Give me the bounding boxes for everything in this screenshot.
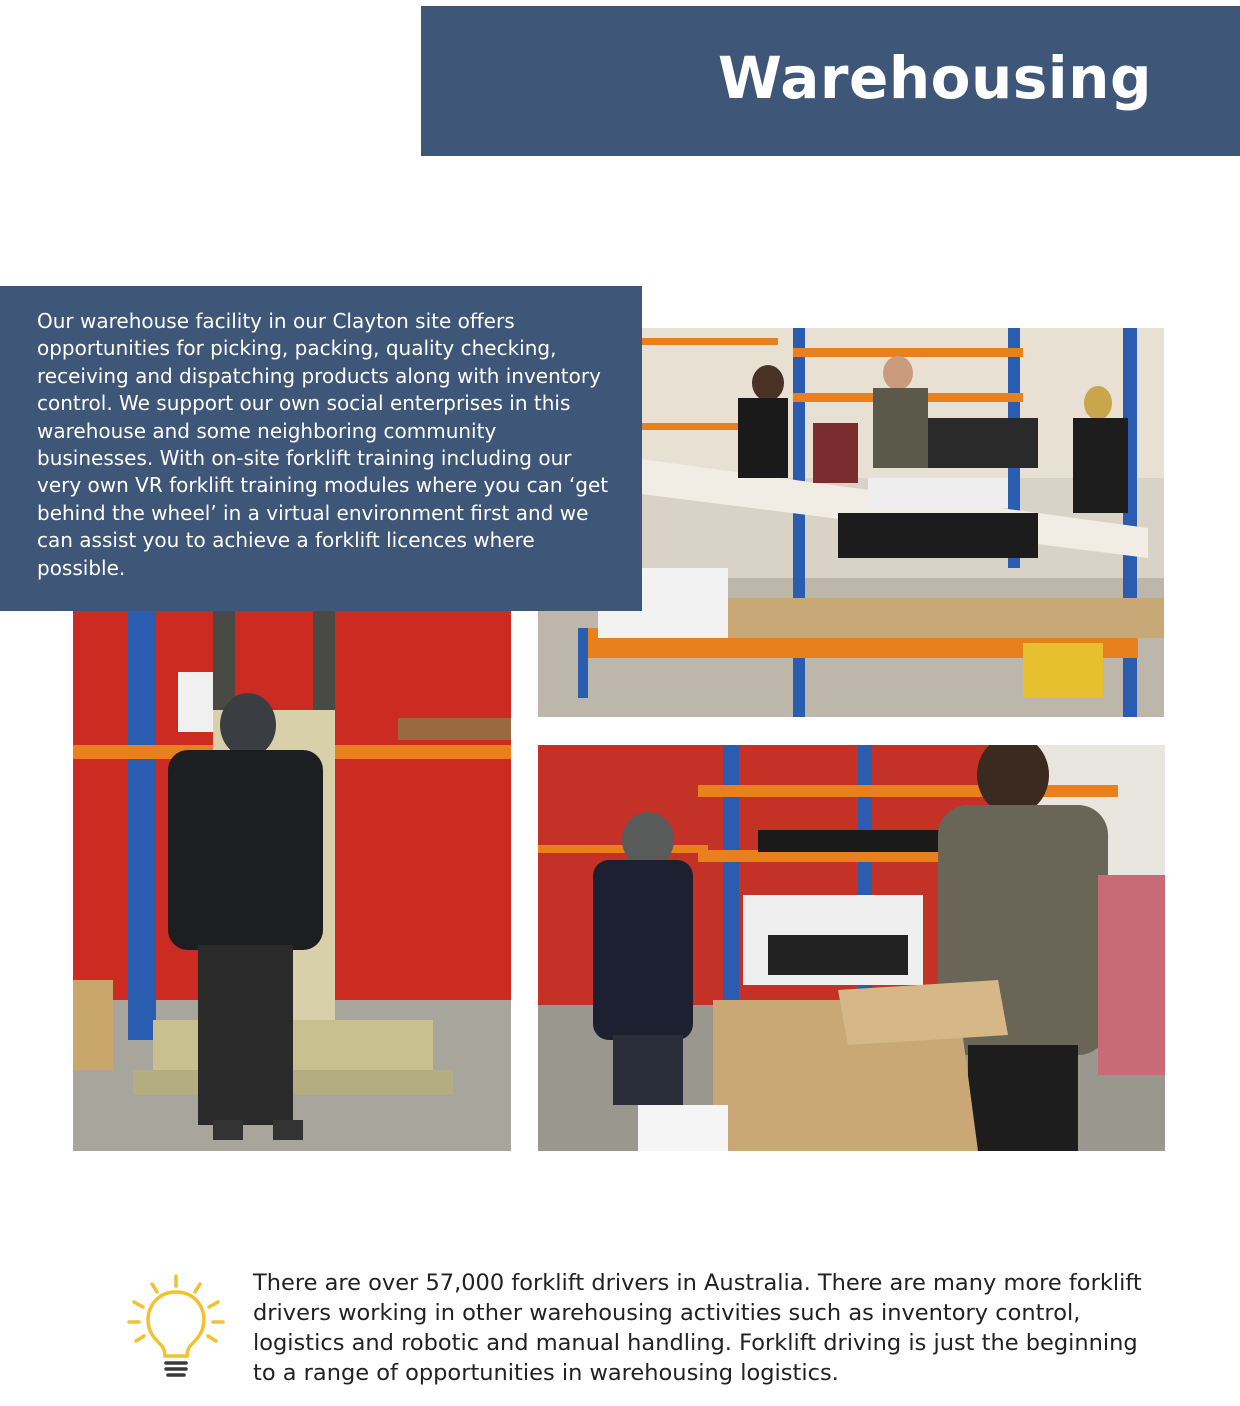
intro-text: Our warehouse facility in our Clayton site offers opportunities for picking, packing, quality checking, receiving and dispatching products along with inventory control. We support our own social enterprises in this warehouse and some neighboring community businesses. With on-site forklift training including our very own VR forklift training modules where you can ‘get behind the wheel’ in a virtual environment first and we can assist you to achieve a forklift licences where possible. [37,309,609,580]
sorting-clothing-photo [538,745,1165,1151]
forklift-operator-photo [73,600,511,1151]
lightbulb-icon [124,1272,228,1382]
title-banner [421,6,1240,156]
intro-panel [0,286,642,611]
forklift-fact-text: There are over 57,000 forklift drivers in Australia. There are many more forklift drivers working in other warehousing activities such as inventory control, logistics and robotic and manual handling. Forklift driving is just the beginning to a range of opportunities in warehousing logistics. [253,1270,1142,1386]
page-title: Warehousing [717,44,1152,112]
